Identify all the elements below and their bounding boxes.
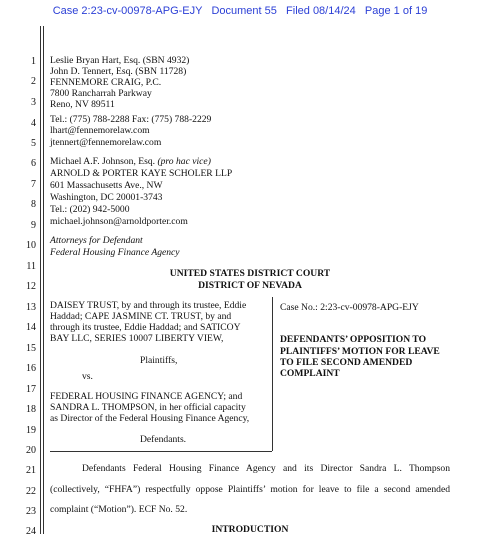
attorneys-for-party: Federal Housing Finance Agency <box>50 247 180 258</box>
counsel-line: ARNOLD & PORTER KAYE SCHOLER LLP <box>50 168 233 179</box>
counsel-line: Washington, DC 20001-3743 <box>50 192 163 203</box>
line-number: 24 <box>26 526 36 537</box>
line-number: 19 <box>26 425 36 436</box>
counsel-email: michael.johnson@arnoldporter.com <box>50 216 188 227</box>
defendant-line: FEDERAL HOUSING FINANCE AGENCY; and <box>50 391 243 402</box>
plaintiff-line: DAISEY TRUST, by and through its trustee, Eddie <box>50 300 247 311</box>
plaintiff-line: Haddad; CAPE JASMINE CT. TRUST, by and <box>50 311 232 322</box>
body-line: complaint (“Motion”). ECF No. 52. <box>50 504 188 515</box>
defendant-line: SANDRA L. THOMPSON, in her official capacity <box>50 402 246 413</box>
line-number: 22 <box>26 486 36 497</box>
counsel-line: Tel.: (775) 788-2288 Fax: (775) 788-2229 <box>50 114 212 125</box>
counsel-line: Reno, NV 89511 <box>50 99 115 110</box>
document-title-line: COMPLAINT <box>280 368 340 379</box>
plaintiff-line: through its trustee, Eddie Haddad; and SATICOY <box>50 322 241 333</box>
plaintiffs-label: Plaintiffs, <box>140 355 178 366</box>
document-title-line: DEFENDANTS’ OPPOSITION TO <box>280 334 427 345</box>
caption-underline <box>50 451 272 452</box>
body-line: (collectively, “FHFA”) respectfully oppose Plaintiffs’ motion for leave to file a second amended <box>50 484 450 495</box>
caption-divider <box>272 297 273 451</box>
defendants-label: Defendants. <box>140 434 187 445</box>
counsel-name-line <box>50 157 211 168</box>
line-number: 1 <box>31 56 36 67</box>
line-number: 6 <box>31 158 36 169</box>
counsel-name: Michael A.F. Johnson, Esq. <box>50 156 158 167</box>
margin-rule-left <box>40 26 41 534</box>
line-number: 17 <box>26 384 36 395</box>
line-number: 20 <box>26 445 36 456</box>
court-district: DISTRICT OF NEVADA <box>198 280 302 291</box>
attorneys-for: Attorneys for Defendant <box>50 235 143 246</box>
line-number: 10 <box>26 240 36 251</box>
document-title-line: PLAINTIFFS’ MOTION FOR LEAVE <box>280 346 440 357</box>
counsel-line: Leslie Bryan Hart, Esq. (SBN 4932) <box>50 55 190 66</box>
counsel-line: John D. Tennert, Esq. (SBN 11728) <box>50 66 187 77</box>
margin-rule-left-inner <box>43 26 44 534</box>
line-number: 3 <box>31 97 36 108</box>
court-name: UNITED STATES DISTRICT COURT <box>169 268 331 279</box>
line-number: 2 <box>31 76 36 87</box>
filing-header: Case 2:23-cv-00978-APG-EJY Document 55 Filed 08/14/24 Page 1 of 19 <box>52 5 428 17</box>
document-title-line: TO FILE SECOND AMENDED <box>280 357 413 368</box>
counsel-email: jtennert@fennemorelaw.com <box>50 137 162 148</box>
body-line: Defendants Federal Housing Finance Agency and its Director Sandra L. Thompson <box>82 463 450 474</box>
line-number: 4 <box>31 118 36 129</box>
case-number: Case No.: 2:23-cv-00978-APG-EJY <box>280 302 419 313</box>
pro-hac-vice: (pro hac vice) <box>157 156 211 167</box>
versus: vs. <box>82 371 93 382</box>
section-heading: INTRODUCTION <box>211 524 289 535</box>
line-number: 12 <box>26 281 36 292</box>
line-number: 14 <box>26 322 36 333</box>
line-number: 16 <box>26 363 36 374</box>
line-number: 5 <box>31 138 36 149</box>
line-number: 11 <box>26 261 36 272</box>
counsel-line: FENNEMORE CRAIG, P.C. <box>50 77 162 88</box>
line-number: 23 <box>26 506 36 517</box>
counsel-line: 601 Massachusetts Ave., NW <box>50 180 163 191</box>
defendant-line: as Director of the Federal Housing Finance Agency, <box>50 413 250 424</box>
line-number: 18 <box>26 404 36 415</box>
line-number: 8 <box>31 199 36 210</box>
counsel-line: Tel.: (202) 942-5000 <box>50 204 130 215</box>
counsel-line: 7800 Rancharrah Parkway <box>50 88 152 99</box>
plaintiff-line: BAY LLC, SERIES 10007 LIBERTY VIEW, <box>50 333 224 344</box>
line-number: 15 <box>26 343 36 354</box>
line-number: 21 <box>26 465 36 476</box>
line-number: 9 <box>31 220 36 231</box>
line-number: 13 <box>26 302 36 313</box>
line-number: 7 <box>31 179 36 190</box>
counsel-email: lhart@fennemorelaw.com <box>50 125 150 136</box>
